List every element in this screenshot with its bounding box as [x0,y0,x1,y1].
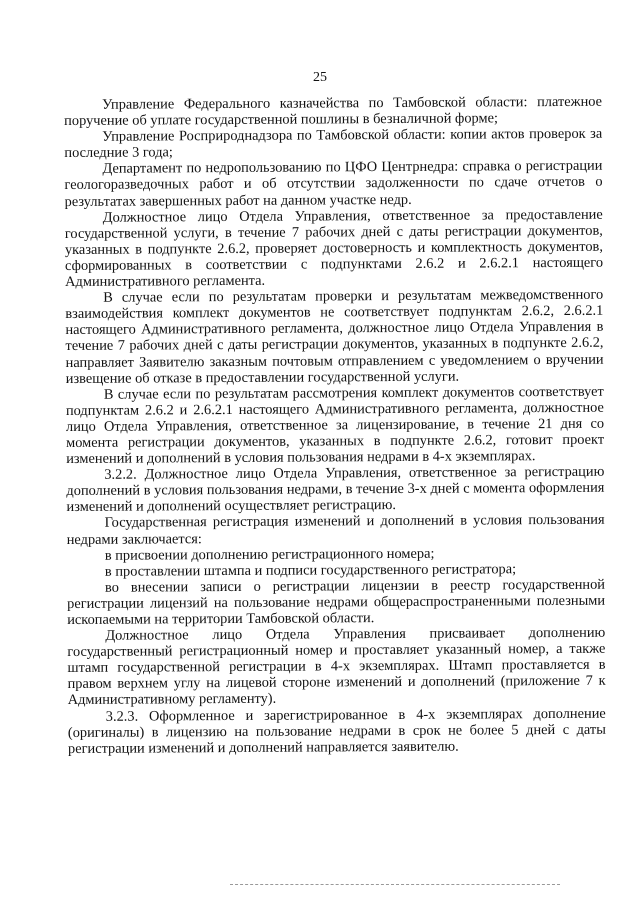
page-number: 25 [313,70,327,85]
paragraph: 3.2.2. Должностное лицо Отдела Управления, ответственное за регистрацию дополнений в условия пользования недрами, в течение 3-х дней с момента оформления изменений и дополнений осуществляет регистрацию. [66,463,605,516]
paragraph: В случае если по результатам рассмотрения комплект документов соответствует подпунктам 2.6.2 и 2.6.2.1 настоящего Административного регламента, должностное лицо Отдела Управления, ответственное за лицензирование, в течение 21 дня со момента регистрации документов, указанных в подпункте 2.6.2, готовит проект изменений и дополнений в условия пользования недрами в 4-х экземплярах. [65,383,605,468]
document-body [64,94,606,757]
bottom-divider [230,884,560,885]
paragraph: Государственная регистрация изменений и дополнений в условия пользования недрами заключается: [66,512,605,548]
paragraph: Должностное лицо Отдела Управления присваивает дополнению государственный регистрационный номер и проставляет указанный номер, а также штамп государственной регистрации в 4-х экземплярах. Штамп проставляется в правом верхнем углу на лицевой стороне изменений и дополнений (приложение 7 к Административному регламенту). [67,624,606,709]
paragraph: Департамент по недропользованию по ЦФО Центрнедра: справка о регистрации геологоразведочных работ и об отсутствии задолженности по сдаче отчетов о результатах завершенных работ на данном участке недр. [64,158,603,210]
list-item: в проставлении штампа и подписи государственного регистратора; [104,560,517,580]
paragraph: В случае если по результатам проверки и результатам межведомственного взаимодействия комплект документов не соответствует подпунктам 2.6.2, 2.6.2.1 настоящего Административного регламента, должностное лицо Отдела Управления в течение 7 рабочих дней с даты регистрации документов, указанных в подпункте 2.6.2, направляет Заявителю заказным почтовым отправлением с уведомлением о вручении извещение об отказе в предоставлении государственной услуги. [65,286,604,387]
paragraph: 3.2.3. Оформленное и зарегистрированное в 4-х экземплярах дополнение (оригиналы) в лицензию на пользование недрами в срок не более 5 дней с даты регистрации изменений и дополнений направляется заявителю. [67,705,606,757]
list-item: в присвоении дополнению регистрационного номера; [104,545,435,564]
paragraph: Должностное лицо Отдела Управления, ответственное за предоставление государственной услуги, в течение 7 рабочих дней с даты регистрации документов, указанных в подпункте 2.6.2, проверяет достоверность и комплектность документов, сформированных в соответствии с подпунктами 2.6.2 и 2.6.2.1 настоящего Административного регламента. [64,206,604,291]
paragraph: Управление Росприроднадзора по Тамбовской области: копии актов проверок за последние 3 года; [64,125,603,162]
paragraph: Управление Федерального казначейства по Тамбовской области: платежное поручение об уплате государственной пошлины в безналичной форме; [64,93,603,130]
list-item: во внесении записи о регистрации лицензии в реестр государственной регистрации лицензий на пользование недрами общераспространенными полезными ископаемыми на территории Тамбовской области. [67,576,606,628]
